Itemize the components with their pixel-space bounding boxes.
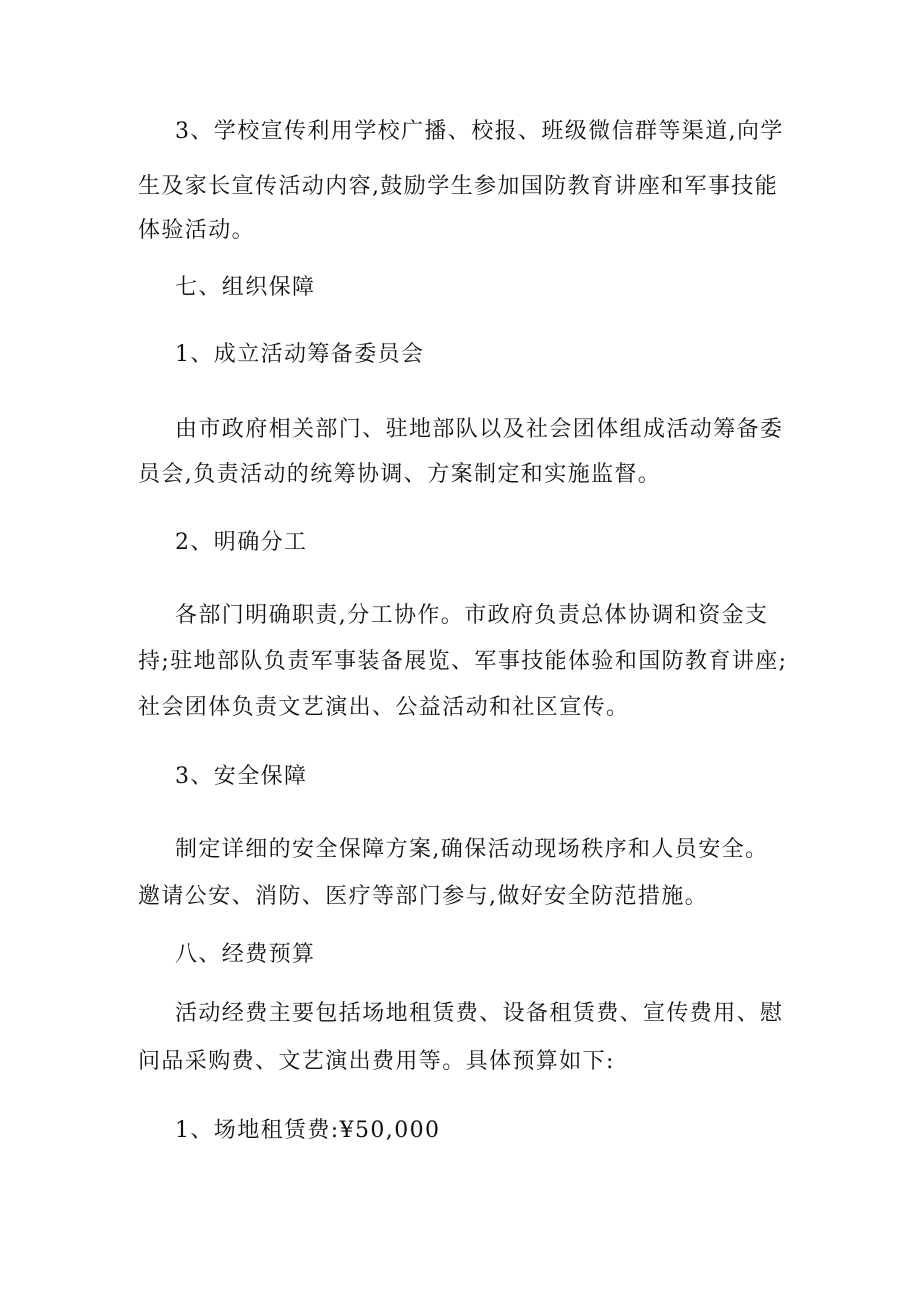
section-heading: 八、经费预算 <box>175 942 316 967</box>
subsection-heading: 1、成立活动筹备委员会 <box>175 342 425 367</box>
paragraph-line: 各部门明确职责,分工协作。市政府负责总体协调和资金支 <box>175 603 769 628</box>
paragraph-line: 持;驻地部队负责军事装备展览、军事技能体验和国防教育讲座; <box>138 649 788 674</box>
paragraph-line: 问品采购费、文艺演出费用等。具体预算如下: <box>138 1049 615 1074</box>
budget-item: 1、场地租赁费:¥50,000 <box>175 1118 441 1143</box>
paragraph-line: 制定详细的安全保障方案,确保活动现场秩序和人员安全。 <box>175 837 769 862</box>
subsection-heading: 3、安全保障 <box>175 764 308 789</box>
paragraph-line: 由市政府相关部门、驻地部队以及社会团体组成活动筹备委 <box>175 417 784 442</box>
paragraph-line: 生及家长宣传活动内容,鼓励学生参加国防教育讲座和军事技能 <box>138 174 779 199</box>
paragraph-line: 社会团体负责文艺演出、公益活动和社区宣传。 <box>138 695 630 720</box>
paragraph-line: 体验活动。 <box>138 218 256 243</box>
subsection-heading: 2、明确分工 <box>175 530 308 555</box>
section-heading: 七、组织保障 <box>175 275 316 300</box>
paragraph-line: 3、学校宣传利用学校广播、校报、班级微信群等渠道,向学 <box>175 119 784 144</box>
paragraph-line: 员会,负责活动的统筹协调、方案制定和实施监督。 <box>138 462 662 487</box>
paragraph-line: 邀请公安、消防、医疗等部门参与,做好安全防范措施。 <box>138 884 708 909</box>
paragraph-line: 活动经费主要包括场地租赁费、设备租赁费、宣传费用、慰 <box>175 1001 784 1026</box>
